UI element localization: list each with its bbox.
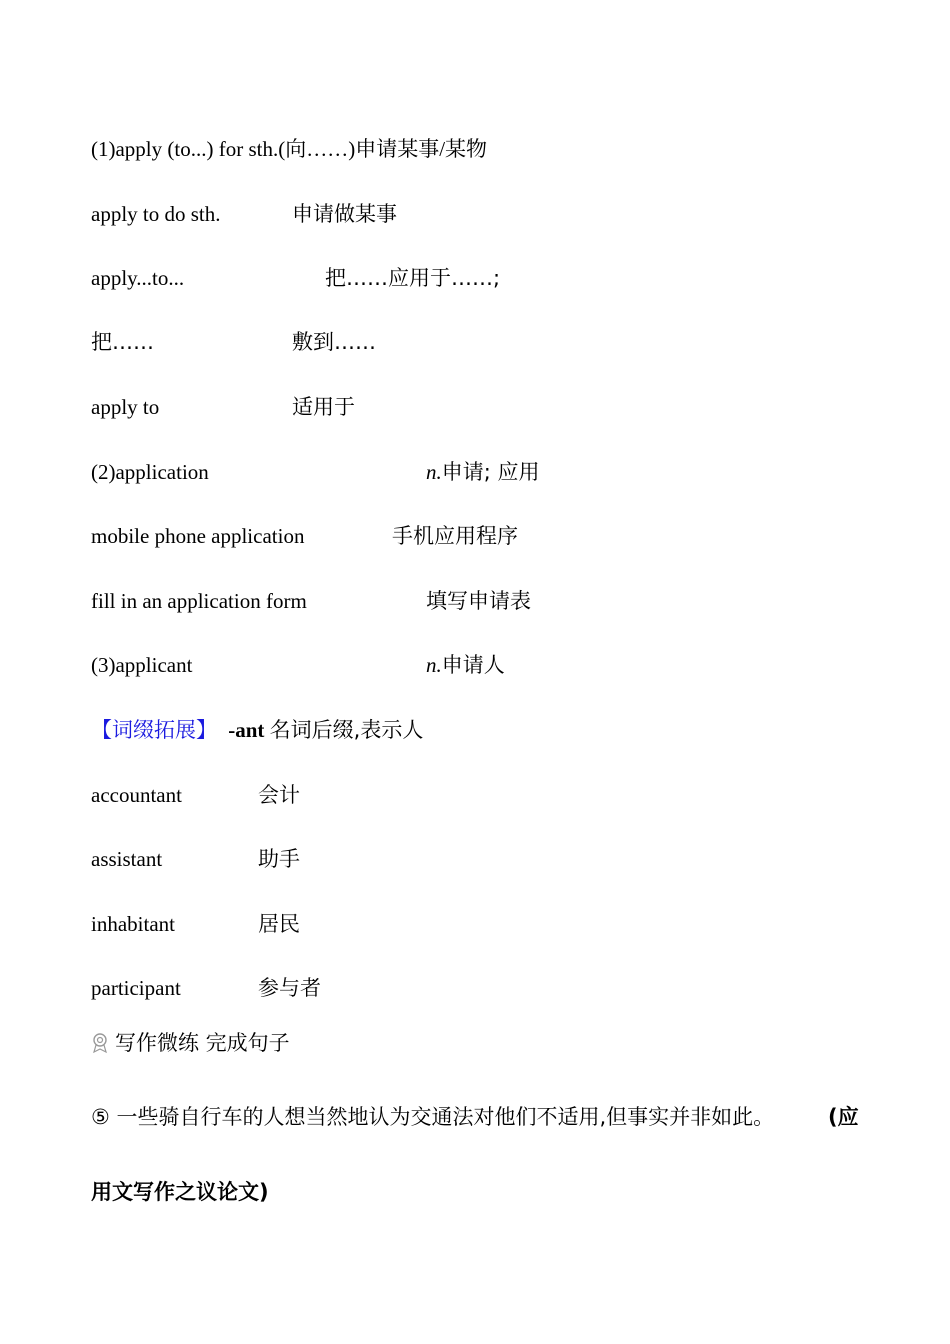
entry-application-form bbox=[91, 586, 531, 616]
practice-item-text: ⑤ 一些骑自行车的人想当然地认为交通法对他们不适用,但事实并非如此。 bbox=[91, 1105, 775, 1129]
practice-item bbox=[91, 1102, 859, 1132]
affix-heading bbox=[91, 715, 423, 745]
entry-applicant bbox=[91, 650, 505, 680]
affix-word bbox=[91, 909, 300, 939]
affix-word bbox=[91, 844, 300, 874]
entry-apply-to-do bbox=[91, 199, 397, 229]
entry-en: mobile phone application bbox=[91, 524, 305, 548]
practice-heading-text: 写作微练 完成句子 bbox=[115, 1031, 290, 1055]
entry-meaning bbox=[426, 457, 540, 487]
entry-apply-to-spread bbox=[91, 327, 376, 357]
affix-word-cn: 助手 bbox=[258, 847, 300, 871]
affix-label: 【词缀拓展】 bbox=[91, 718, 217, 742]
affix-word-en: inhabitant bbox=[91, 912, 175, 936]
entry-en: apply...to... bbox=[91, 266, 185, 290]
affix-description: 名词后缀,表示人 bbox=[269, 718, 424, 742]
entry-en: apply to do sth. bbox=[91, 202, 221, 226]
entry-cn: 申请人 bbox=[441, 653, 505, 677]
entry-en: fill in an application form bbox=[91, 589, 307, 613]
entry-cn: 填写申请表 bbox=[426, 589, 531, 613]
affix-word-cn: 会计 bbox=[258, 783, 300, 807]
entry-en: (3)applicant bbox=[91, 653, 193, 677]
affix-word-en: accountant bbox=[91, 783, 182, 807]
part-of-speech: n. bbox=[426, 460, 442, 484]
practice-item-tag-continued bbox=[91, 1177, 269, 1207]
affix-word bbox=[91, 780, 300, 810]
entry-en: 把…… bbox=[91, 330, 154, 354]
entry-application bbox=[91, 457, 540, 487]
entry-cn: 适用于 bbox=[292, 395, 355, 419]
affix-word-en: assistant bbox=[91, 847, 163, 871]
entry-cn: 敷到…… bbox=[292, 330, 376, 354]
entry-cn: 手机应用程序 bbox=[392, 524, 518, 548]
practice-heading bbox=[91, 1028, 290, 1058]
practice-item-tag: (应 bbox=[828, 1105, 859, 1129]
entry-apply-to-suit bbox=[91, 392, 355, 422]
affix-word-cn: 居民 bbox=[258, 912, 300, 936]
practice-item-tag-text: 用文写作之议论文) bbox=[91, 1180, 269, 1204]
entry-apply-for bbox=[91, 134, 487, 164]
entry-apply-to-apply bbox=[91, 263, 501, 293]
entry-cn: 把……应用于……; bbox=[325, 266, 501, 290]
entry-en: apply to bbox=[91, 395, 160, 419]
entry-cn: 申请; 应用 bbox=[441, 460, 540, 484]
entry-meaning bbox=[426, 650, 505, 680]
affix-word-cn: 参与者 bbox=[258, 976, 321, 1000]
pin-icon bbox=[91, 1032, 109, 1054]
entry-text: (1)apply (to...) for sth.(向……)申请某事/某物 bbox=[91, 137, 488, 161]
part-of-speech: n. bbox=[426, 653, 442, 677]
affix-word bbox=[91, 973, 321, 1003]
entry-mobile-app bbox=[91, 521, 518, 551]
affix-suffix: -ant bbox=[228, 718, 265, 742]
affix-word-en: participant bbox=[91, 976, 181, 1000]
entry-cn: 申请做某事 bbox=[292, 202, 397, 226]
entry-en: (2)application bbox=[91, 460, 209, 484]
